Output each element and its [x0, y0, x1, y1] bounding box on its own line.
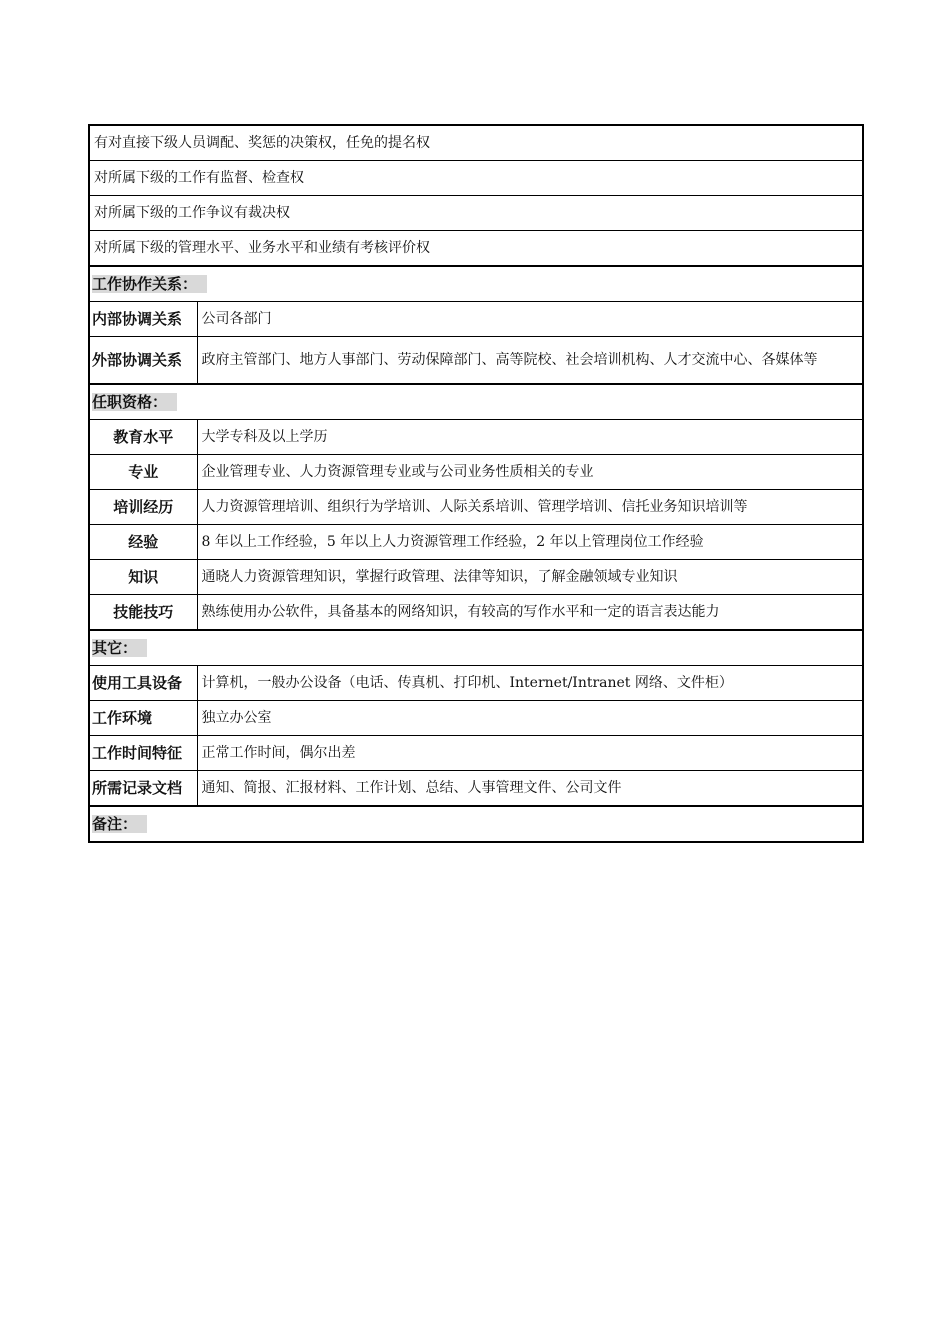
qualification-row: [89, 525, 863, 560]
authority-text: 有对直接下级人员调配、奖惩的决策权，任免的提名权: [89, 125, 863, 161]
row-label: 外部协调关系: [89, 337, 197, 385]
authority-row: [89, 196, 863, 231]
row-value: 人力资源管理培训、组织行为学培训、人际关系培训、管理学培训、信托业务知识培训等: [197, 490, 863, 525]
qualification-row: [89, 455, 863, 490]
other-row: [89, 736, 863, 771]
qualification-row: [89, 560, 863, 595]
section-title: 其它：: [92, 639, 147, 657]
row-value: 8 年以上工作经验，5 年以上人力资源管理工作经验，2 年以上管理岗位工作经验: [197, 525, 863, 560]
job-description-table: [88, 124, 864, 843]
row-value: 公司各部门: [197, 302, 863, 337]
row-label: 工作环境: [89, 701, 197, 736]
qualification-row: [89, 595, 863, 631]
section-header-cooperation: [89, 266, 863, 302]
row-value: 大学专科及以上学历: [197, 420, 863, 455]
row-value: 计算机，一般办公设备（电话、传真机、打印机、Internet/Intranet 网络、文件柜）: [197, 666, 863, 701]
authority-text: 对所属下级的管理水平、业务水平和业绩有考核评价权: [89, 231, 863, 267]
row-value: 通知、简报、汇报材料、工作计划、总结、人事管理文件、公司文件: [197, 771, 863, 807]
row-value: 熟练使用办公软件，具备基本的网络知识，有较高的写作水平和一定的语言表达能力: [197, 595, 863, 631]
row-label: 培训经历: [89, 490, 197, 525]
authority-text: 对所属下级的工作争议有裁决权: [89, 196, 863, 231]
row-label: 教育水平: [89, 420, 197, 455]
section-title: 任职资格：: [92, 393, 177, 411]
other-row: [89, 701, 863, 736]
authority-row: [89, 231, 863, 267]
other-row: [89, 771, 863, 807]
row-label: 知识: [89, 560, 197, 595]
row-value: 正常工作时间，偶尔出差: [197, 736, 863, 771]
section-title: 备注：: [92, 815, 147, 833]
row-label: 使用工具设备: [89, 666, 197, 701]
cooperation-row: [89, 337, 863, 385]
row-value: 企业管理专业、人力资源管理专业或与公司业务性质相关的专业: [197, 455, 863, 490]
qualification-row: [89, 420, 863, 455]
authority-row: [89, 125, 863, 161]
section-header-remarks: [89, 806, 863, 842]
section-header-other: [89, 630, 863, 666]
authority-text: 对所属下级的工作有监督、检查权: [89, 161, 863, 196]
section-header-qualifications: [89, 384, 863, 420]
row-value: 政府主管部门、地方人事部门、劳动保障部门、高等院校、社会培训机构、人才交流中心、各媒体等: [197, 337, 863, 385]
row-label: 工作时间特征: [89, 736, 197, 771]
qualification-row: [89, 490, 863, 525]
cooperation-row: [89, 302, 863, 337]
row-label: 经验: [89, 525, 197, 560]
section-title: 工作协作关系：: [92, 275, 207, 293]
row-label: 所需记录文档: [89, 771, 197, 807]
row-value: 通晓人力资源管理知识，掌握行政管理、法律等知识，了解金融领域专业知识: [197, 560, 863, 595]
other-row: [89, 666, 863, 701]
row-label: 技能技巧: [89, 595, 197, 631]
row-value: 独立办公室: [197, 701, 863, 736]
row-label: 内部协调关系: [89, 302, 197, 337]
authority-row: [89, 161, 863, 196]
row-label: 专业: [89, 455, 197, 490]
